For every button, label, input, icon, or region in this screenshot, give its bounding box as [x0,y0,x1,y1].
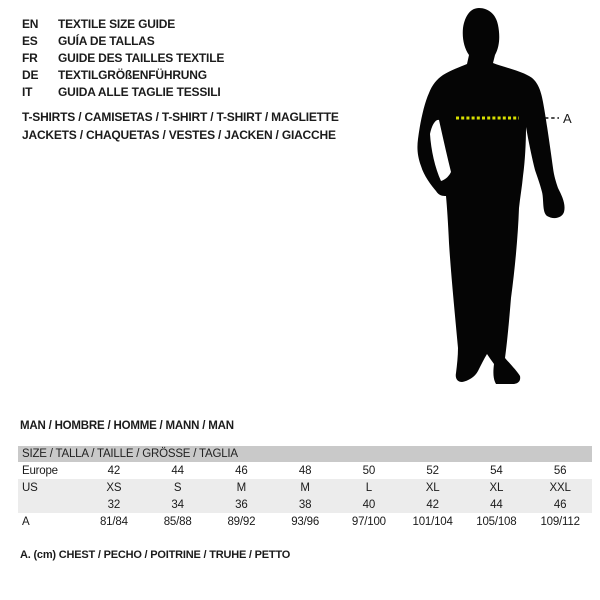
size-value-cell: 46 [235,464,248,477]
size-value-cell: 42 [107,464,121,477]
size-value-cell: 105/108 [476,515,517,528]
man-figure [390,0,600,400]
row-label: A [22,515,30,528]
size-value-cell: 101/104 [412,515,453,528]
language-code: ES [22,33,38,48]
size-value-cell: 89/92 [227,515,256,528]
size-value-cell: 109/112 [540,515,580,528]
measurement-footnote: A. (cm) CHEST / PECHO / POITRINE / TRUHE / PETTO [20,549,291,561]
language-row [22,66,224,83]
language-code: DE [22,67,39,82]
size-value-cell: 48 [298,464,312,477]
size-value-cell: 42 [401,496,465,513]
size-table-row [18,513,592,530]
size-value-cell: 93/96 [291,515,320,528]
language-label: GUÍA DE TALLAS [58,33,155,48]
category-list [22,108,339,144]
size-value-cell: 81/84 [99,515,128,528]
category-line: T-SHIRTS / CAMISETAS / T-SHIRT / T-SHIRT / MAGLIETTE [22,110,339,124]
size-value-cell: XL [465,479,529,496]
size-value-cell: XXL [528,479,592,496]
language-row [22,49,224,66]
size-table-header: SIZE / TALLA / TAILLE / GRÖSSE / TAGLIA [18,446,592,462]
size-value-cell: XS [82,479,146,496]
section-title: MAN / HOMBRE / HOMME / MANN / MAN [20,420,234,432]
size-value-cell: M [210,479,274,496]
language-row [22,83,224,100]
size-table-row [18,462,592,479]
size-value-cell: 97/100 [351,515,386,528]
size-table-row [18,479,592,496]
size-table-row [18,496,592,513]
size-value-cell: 40 [337,496,401,513]
size-value-cell: 50 [362,464,376,477]
size-value-cell: M [273,479,337,496]
size-value-cell: 32 [82,496,146,513]
language-label: GUIDA ALLE TAGLIE TESSILI [58,84,221,99]
size-value-cell: L [337,479,401,496]
size-value-cell: XL [401,479,465,496]
size-value-cell: 85/88 [163,515,192,528]
size-value-cell: 44 [171,464,184,477]
row-label: US [18,479,82,496]
language-label: TEXTILGRÖßENFÜHRUNG [58,67,207,82]
size-value-cell: 56 [553,464,567,477]
category-line: JACKETS / CHAQUETAS / VESTES / JACKEN / GIACCHE [22,128,336,142]
man-silhouette-svg [390,0,600,400]
size-value-cell: 54 [490,464,503,477]
language-list [22,15,224,100]
size-value-cell: 34 [146,496,210,513]
language-code: FR [22,50,38,65]
size-value-cell: 44 [465,496,529,513]
size-value-cell: S [146,479,210,496]
size-value-cell: 46 [528,496,592,513]
language-row [22,15,224,32]
language-row [22,32,224,49]
row-label: Europe [22,464,58,477]
language-code: EN [22,16,39,31]
language-code: IT [22,84,33,99]
size-value-cell: 52 [426,464,439,477]
size-value-cell: 36 [210,496,274,513]
row-label [18,496,82,513]
measurement-label-a: A [563,111,572,126]
size-table [18,446,592,530]
language-label: TEXTILE SIZE GUIDE [58,16,176,31]
man-silhouette [417,8,564,384]
size-table-header-row [18,446,592,462]
size-value-cell: 38 [273,496,337,513]
language-label: GUIDE DES TAILLES TEXTILE [58,50,225,65]
